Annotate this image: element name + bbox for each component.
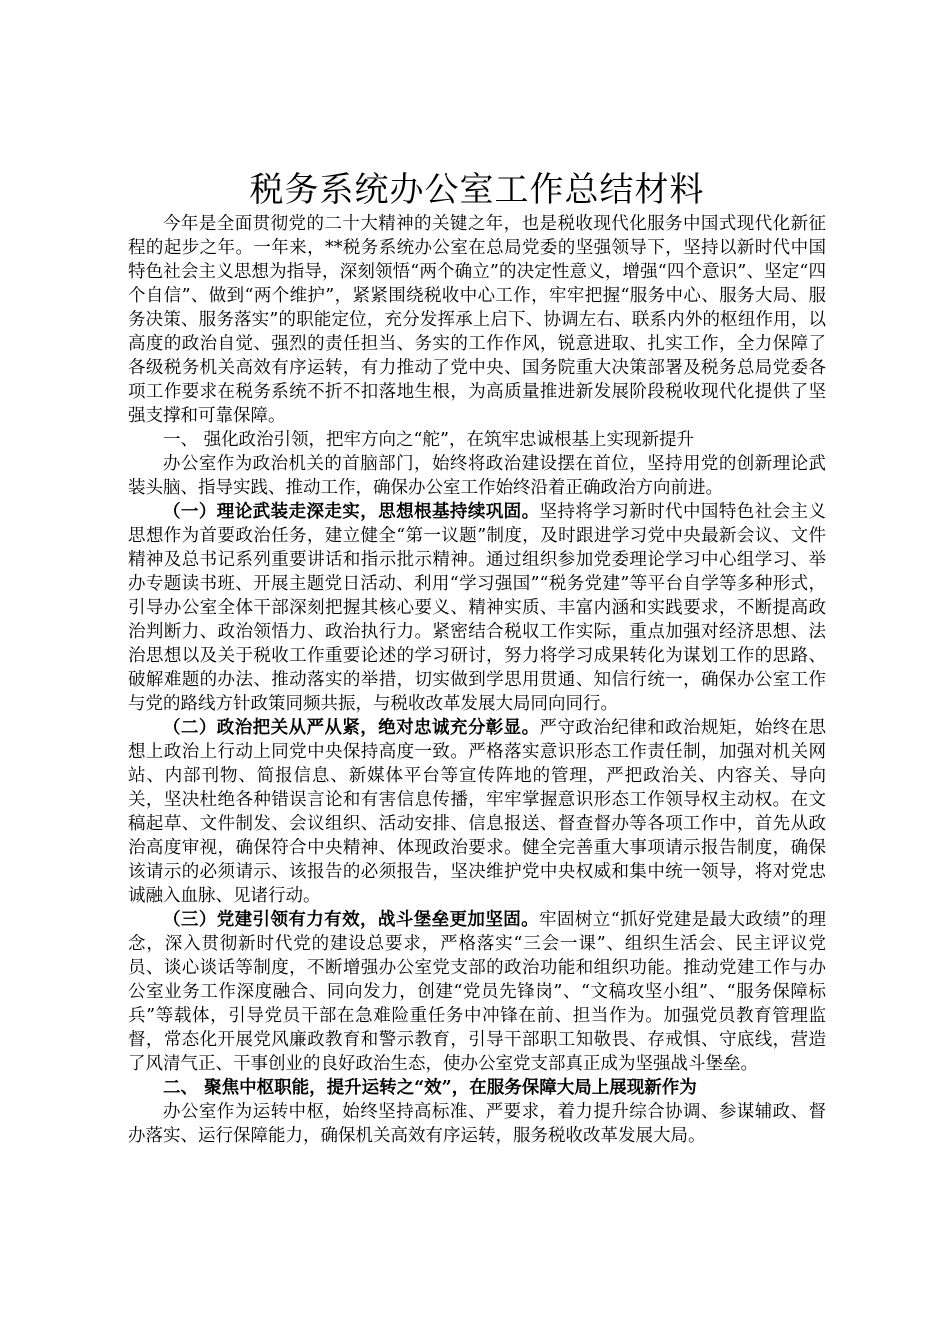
section-1-intro-paragraph: 办公室作为政治机关的首脑部门，始终将政治建设摆在首位，坚持用党的创新理论武装头脑、指导实践、推动工作，确保办公室工作始终沿着正确政治方向前进。 bbox=[128, 454, 826, 498]
section-2-intro-paragraph: 办公室作为运转中枢，始终坚持高标准、严要求，着力提升综合协调、参谋辅政、督办落实、运行保障能力，确保机关高效有序运转，服务税收改革发展大局。 bbox=[128, 1102, 826, 1146]
intro-paragraph: 今年是全面贯彻党的二十大精神的关键之年，也是税收现代化服务中国式现代化新征程的起步之年。一年来，**税务系统办公室在总局党委的坚强领导下，坚持以新时代中国特色社会主义思想为指导，深刻领悟“两个确立”的决定性意义，增强“四个意识”、坚定“四个自信”、做到“两个维护”，紧紧围绕税收中心工作，牢牢把握“服务中心、服务大局、服务决策、服务落实”的职能定位，充分发挥承上启下、协调左右、联系内外的枢纽作用，以高度的政治自觉、强烈的责任担当、务实的工作作风，锐意进取、扎实工作，全力保障了各级税务机关高效有序运转，有力推动了党中央、国务院重大决策部署及税务总局党委各项工作要求在税务系统不折不扣落地生根，为高质量推进新发展阶段税收现代化提供了坚强支撑和可靠保障。 bbox=[128, 214, 826, 426]
section-2-heading: 二、 聚焦中枢职能，提升运转之“效”，在服务保障大局上展现新作为 bbox=[163, 1078, 697, 1098]
subsection-2-lead: （二）政治把关从严从紧，绝对忠诚充分彰显。 bbox=[163, 718, 540, 738]
subsection-3-body: 牢固树立“抓好党建是最大政绩”的理念，深入贯彻新时代党的建设总要求，严格落实“三会一课”、组织生活会、民主评议党员、谈心谈话等制度，不断增强办公室党支部的政治功能和组织功能。推动党建工作与办公室业务工作深度融合、同向发力，创建“党员先锋岗”、“文稿攻坚小组”、“服务保障标兵”等载体，引导党员干部在急难险重任务中冲锋在前、担当作为。加强党员教育管理监督，常态化开展党风廉政教育和警示教育，引导干部职工知敬畏、存戒惧、守底线，营造了风清气正、干事创业的良好政治生态，使办公室党支部真正成为坚强战斗堡垒。 bbox=[128, 910, 826, 1074]
document-title: 税务系统办公室工作总结材料 bbox=[249, 170, 705, 210]
subsection-1-paragraph bbox=[128, 500, 826, 716]
section-1-heading: 一、 强化政治引领，把牢方向之“舵”，在筑牢忠诚根基上实现新提升 bbox=[163, 430, 694, 450]
subsection-2-body: 严守政治纪律和政治规矩，始终在思想上政治上行动上同党中央保持高度一致。严格落实意识形态工作责任制，加强对机关网站、内部刊物、简报信息、新媒体平台等宣传阵地的管理，严把政治关、内容关、导向关，坚决杜绝各种错误言论和有害信息传播，牢牢掌握意识形态工作领导权主动权。在文稿起草、文件制发、会议组织、活动安排、信息报送、督查督办等各项工作中，首先从政治高度审视，确保符合中央精神、体现政治要求。健全完善重大事项请示报告制度，确保该请示的必须请示、该报告的必须报告，坚决维护党中央权威和集中统一领导，将对党忠诚融入血脉、见诸行动。 bbox=[128, 718, 827, 906]
subsection-3-lead: （三）党建引领有力有效，战斗堡垒更加坚固。 bbox=[163, 910, 540, 930]
subsection-3-paragraph bbox=[128, 908, 826, 1076]
subsection-2-paragraph bbox=[128, 716, 826, 908]
document-body bbox=[128, 168, 826, 1148]
subsection-1-body: 坚持将学习新时代中国特色社会主义思想作为首要政治任务，建立健全“第一议题”制度，及时跟进学习党中央最新会议、文件精神及总书记系列重要讲话和指示批示精神。通过组织参加党委理论学习中心组学习、举办专题读书班、开展主题党日活动、利用“学习强国”“税务党建”等平台自学等多种形式，引导办公室全体干部深刻把握其核心要义、精神实质、丰富内涵和实践要求，不断提高政治判断力、政治领悟力、政治执行力。紧密结合税収工作实际，重点加强对经济思想、法治思想以及关于税收工作重要论述的学习研讨，努力将学习成果转化为谋划工作的思路、破解难题的办法、推动落实的举措，切实做到学思用贯通、知信行统一，确保办公室工作与党的路线方针政策同频共振，与税收改革发展大局同向同行。 bbox=[128, 502, 827, 714]
subsection-1-lead: （一）理论武装走深走实，思想根基持续巩固。 bbox=[163, 502, 540, 522]
